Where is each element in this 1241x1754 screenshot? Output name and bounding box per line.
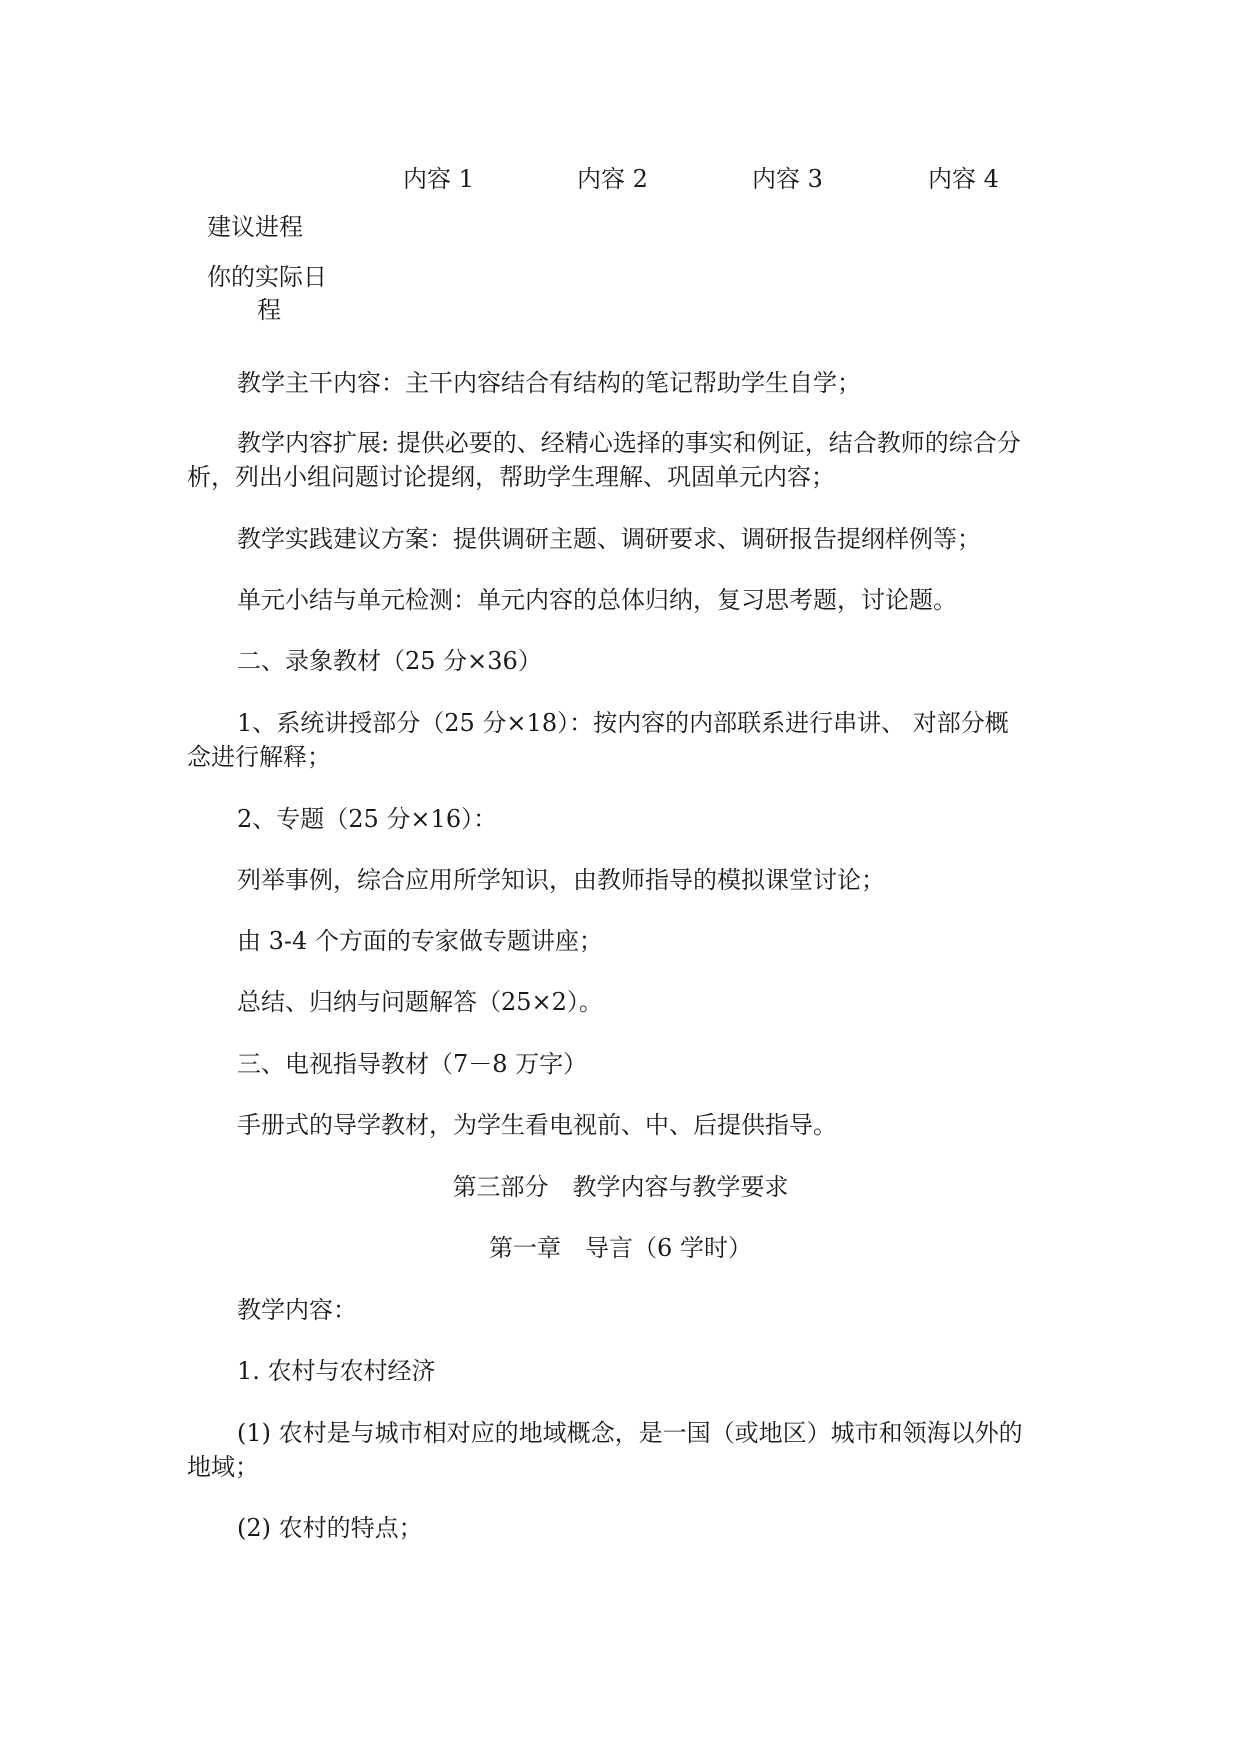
paragraph: 总结、归纳与问题解答（25×2）。 (237, 988, 603, 1016)
paragraph: 由 3-4 个方面的专家做专题讲座； (237, 927, 603, 955)
table-row-label-actual-schedule-line2: 程 (257, 296, 281, 324)
paragraph: 手册式的导学教材，为学生看电视前、中、后提供指导。 (237, 1111, 837, 1139)
paragraph: 析，列出小组问题讨论提纲，帮助学生理解、巩固单元内容； (187, 463, 835, 491)
section-heading: 二、录象教材（25 分×36） (237, 647, 542, 675)
section-heading: 三、电视指导教材（7－8 万字） (237, 1050, 588, 1078)
paragraph: 教学主干内容：主干内容结合有结构的笔记帮助学生自学； (237, 369, 861, 397)
paragraph: 教学内容： (237, 1296, 357, 1324)
paragraph: 2、专题（25 分×16）： (237, 805, 498, 833)
table-header-content-2: 内容 2 (577, 165, 648, 193)
table-row-label-suggested-progress: 建议进程 (207, 213, 303, 241)
paragraph: 1. 农村与农村经济 (237, 1357, 436, 1385)
paragraph: 1、系统讲授部分（25 分×18）：按内容的内部联系进行串讲、 对部分概 (237, 709, 1009, 737)
paragraph: 单元小结与单元检测：单元内容的总体归纳，复习思考题，讨论题。 (237, 586, 957, 614)
table-header-content-1: 内容 1 (403, 165, 474, 193)
chapter-title: 第一章 导言（6 学时） (489, 1234, 752, 1262)
table-row-label-actual-schedule-line1: 你的实际日 (207, 263, 327, 291)
paragraph: 教学实践建议方案：提供调研主题、调研要求、调研报告提纲样例等； (237, 525, 981, 553)
paragraph: 地域； (187, 1453, 259, 1481)
table-header-content-3: 内容 3 (752, 165, 823, 193)
part-title: 第三部分 教学内容与教学要求 (452, 1173, 789, 1201)
paragraph: 教学内容扩展: 提供必要的、经精心选择的事实和例证，结合教师的综合分 (237, 429, 1021, 457)
paragraph: 列举事例，综合应用所学知识，由教师指导的模拟课堂讨论； (237, 866, 885, 894)
paragraph: (1) 农村是与城市相对应的地域概念，是一国（或地区）城市和领海以外的 (237, 1419, 1023, 1447)
paragraph: (2) 农村的特点； (237, 1514, 423, 1542)
table-header-content-4: 内容 4 (928, 165, 999, 193)
paragraph: 念进行解释； (187, 743, 331, 771)
